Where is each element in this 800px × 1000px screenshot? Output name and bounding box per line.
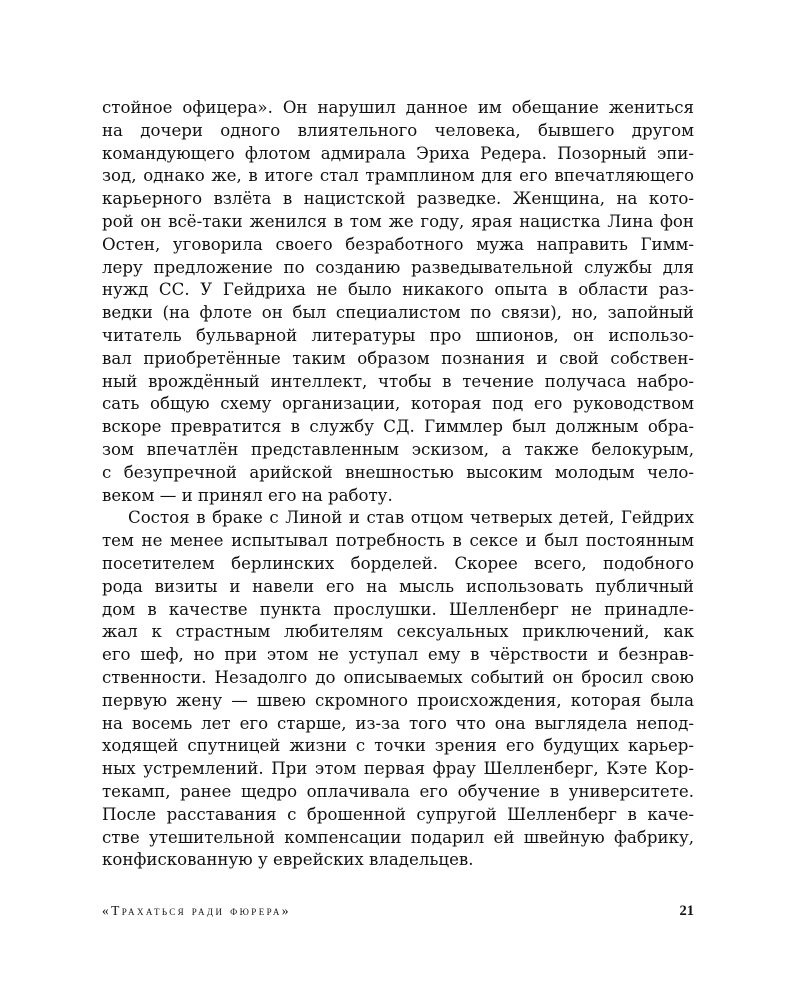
text-line: конфискованную у еврейских владельцев. (102, 850, 474, 870)
text-line: рода визиты и навели его на мысль использовать публичный (102, 576, 694, 596)
text-line: зод, однако же, в итоге стал трамплином для его впечатляющего (102, 166, 694, 186)
page-number: 21 (679, 903, 694, 919)
body-text (102, 97, 694, 872)
text-line: веком — и принял его на работу. (102, 485, 393, 505)
text-line: сать общую схему организации, которая под его руководством (102, 394, 694, 414)
text-line: Остен, уговорила своего безработного мужа направить Гимм- (102, 234, 694, 254)
text-line: тем не менее испытывал потребность в сексе и был постоянным (102, 531, 694, 551)
text-line: стойное офицера». Он нарушил данное им обещание жениться (102, 98, 694, 117)
text-line: ственности. Незадолго до описываемых событий он бросил свою (102, 667, 694, 687)
text-line: карьерного взлёта в нацистской разведке. Женщина, на кото- (102, 189, 694, 209)
text-line: жал к страстным любителям сексуальных приключений, как (102, 622, 694, 642)
text-line: текамп, ранее щедро оплачивала его обучение в университете. (102, 781, 694, 801)
text-line: на дочери одного влиятельного человека, бывшего другом (102, 120, 694, 140)
text-line: ходящей спутницей жизни с точки зрения его будущих карьер- (102, 736, 694, 756)
text-line: читатель бульварной литературы про шпионов, он использо- (102, 325, 694, 345)
text-line: командующего флотом адмирала Эриха Редера. Позорный эпи- (102, 143, 694, 163)
running-title: «Трахаться ради фюрера» (102, 903, 291, 918)
text-line: дом в качестве пункта прослушки. Шелленберг не принадле- (102, 599, 694, 619)
text-line: ный врождённый интеллект, чтобы в течение получаса набро- (102, 371, 694, 391)
text-line: стве утешительной компенсации подарил ей швейную фабрику, (102, 827, 694, 847)
text-line: нужд СС. У Гейдриха не было никакого опыта в области раз- (102, 280, 694, 300)
text-line: После расставания с брошенной супругой Шелленберг в каче- (102, 804, 694, 824)
text-line: ных устремлений. При этом первая фрау Шелленберг, Кэте Кор- (102, 759, 694, 779)
text-line: первую жену — швею скромного происхождения, которая была (102, 690, 694, 710)
text-line: рой он всё-таки женился в том же году, ярая нацистка Лина фон (102, 211, 694, 231)
text-line: ведки (на флоте он был специалистом по связи), но, запойный (102, 303, 694, 323)
text-line: вал приобретённые таким образом познания и свой собствен- (102, 348, 694, 368)
page-footer (102, 903, 694, 923)
text-line: вскоре превратится в службу СД. Гиммлер был должным обра- (102, 417, 694, 437)
paragraph (102, 97, 694, 507)
paragraph (102, 507, 694, 872)
text-line: зом впечатлён представленным эскизом, а также белокурым, (102, 439, 694, 459)
text-line: с безупречной арийской внешностью высоким молодым чело- (102, 462, 694, 482)
text-line: леру предложение по созданию разведывательной службы для (102, 257, 694, 277)
text-line: на восемь лет его старше, из-за того что она выглядела непод- (102, 713, 694, 733)
text-line: его шеф, но при этом не уступал ему в чёрствости и безнрав- (102, 645, 694, 665)
text-line: Состоя в браке с Линой и став отцом четверых детей, Гейдрих (128, 508, 694, 528)
text-line: посетителем берлинских борделей. Скорее всего, подобного (102, 553, 694, 573)
